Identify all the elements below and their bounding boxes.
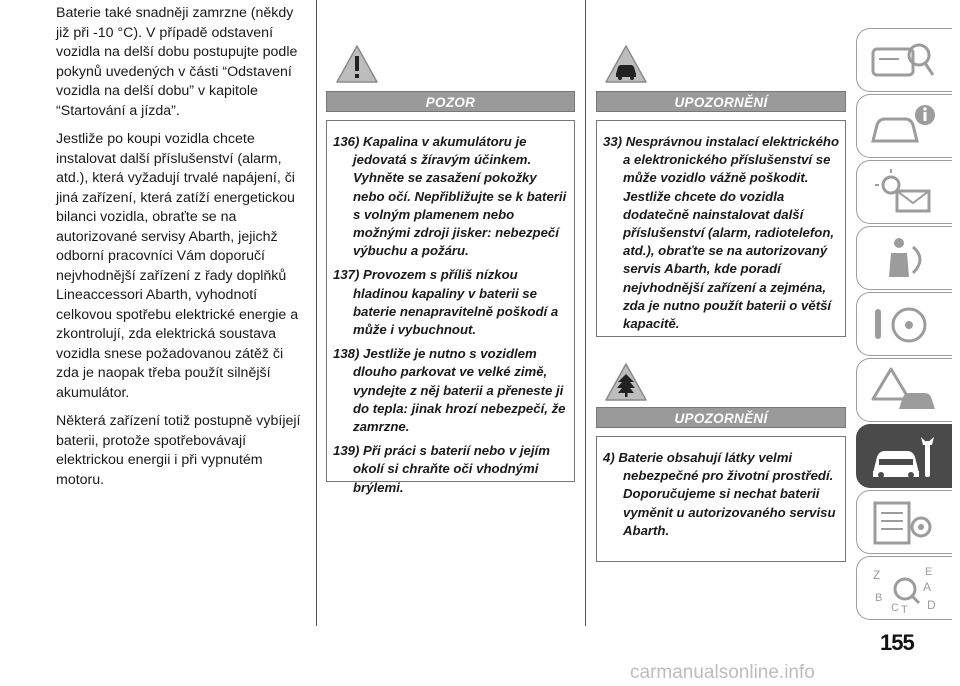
upozorneni-banner-1: UPOZORNĚNÍ	[596, 91, 846, 112]
index-letters-icon	[869, 563, 939, 615]
warning-item: 139) Při práci s baterií nebo v jejím okolí si chraňte oči vhodnými brýlemi.	[333, 443, 550, 495]
steering-key-icon	[869, 299, 939, 351]
specs-list-icon	[869, 497, 939, 549]
paragraph-freezing: Baterie také snadněji zamrzne (někdy již při -10 °C). V případě odstavení vozidla na delší dobu postupujte podle pokynů uvedených v části “Odstavení vozidla na delší dobu” v kapitole “Startování a jízda”.	[56, 5, 298, 119]
body-text-column	[56, 4, 306, 499]
car-info-icon	[869, 101, 939, 153]
upozorneni-box-2	[596, 436, 846, 562]
dashboard-gauge-icon	[869, 35, 939, 87]
tab-emergency[interactable]	[856, 358, 952, 422]
svg-text:C: C	[891, 602, 899, 614]
tab-driving[interactable]	[856, 292, 952, 356]
svg-text:Z: Z	[873, 568, 881, 582]
tab-maintenance[interactable]	[856, 424, 952, 488]
car-wrench-icon	[869, 431, 939, 483]
notice-item: 4) Baterie obsahují látky velmi nebezpečné pro životní prostředí. Doporučujeme si nechat baterii vyměnit u autorizovaného servisu Abarth.	[603, 450, 836, 538]
page-number: 155	[880, 630, 914, 655]
tab-lights[interactable]	[856, 160, 952, 224]
upozorneni-banner-2: UPOZORNĚNÍ	[596, 407, 846, 428]
car-warning-icon	[604, 44, 648, 84]
tab-dashboard[interactable]	[856, 28, 952, 92]
svg-text:E: E	[925, 566, 933, 578]
svg-text:A: A	[923, 580, 932, 594]
column-divider-1	[316, 0, 317, 626]
seatbelt-airbag-icon	[869, 233, 939, 285]
tab-car-info[interactable]	[856, 94, 952, 158]
notice-item: 33) Nesprávnou instalací elektrického a elektronického příslušenství se může vozidlo vážně poškodit. Jestliže chcete do vozidla dodatečně nainstalovat další příslušenství (alarm, radiotelefon, atd.), obraťte se na autorizovaný servis Abarth, kde poradí nejvhodnější zařízení a zejména, zda je nutno použít baterii o větší kapacitě.	[603, 134, 840, 332]
svg-text:B: B	[875, 592, 883, 604]
column-divider-2	[585, 0, 586, 626]
tab-index[interactable]	[856, 556, 952, 620]
tab-specs[interactable]	[856, 490, 952, 554]
warning-car-icon	[869, 365, 939, 417]
pozor-banner: POZOR	[326, 91, 575, 112]
svg-text:D: D	[927, 598, 936, 612]
tab-safety[interactable]	[856, 226, 952, 290]
upozorneni-box-1	[596, 120, 846, 337]
watermark: carmanualsonline.info	[630, 662, 815, 683]
warning-item: 137) Provozem s příliš nízkou hladinou kapaliny v baterii se baterie nenapravitelně poškodí a může i vybuchnout.	[333, 267, 559, 338]
paragraph-accessories: Jestliže po koupi vozidla chcete instalovat další příslušenství (alarm, atd.), která vyžadují trvalé napájení, či jiná zařízení, která zatíží energetickou bilanci vozidla, obraťte se na autorizované servisy Abarth, jejichž odborní pracovníci Vám doporučí nejvhodnější zařízení z řady doplňků Lineaccessori Abarth, vyhodnotí celkovou spotřebu elektrické energie a zkontrolují, zda elektrická soustava vozidla snese požadovanou zátěž či zda je naopak třeba použít silnější akumulátor.	[56, 131, 299, 401]
exclamation-warning-icon	[335, 44, 379, 84]
lights-envelope-icon	[869, 167, 939, 219]
svg-text:T: T	[901, 604, 908, 615]
warning-item: 138) Jestliže je nutno s vozidlem dlouho parkovat ve velké zimě, vyndejte z něj baterii a přeneste ji do tepla: jinak hrozí nebezpečí, že zamrzne.	[333, 346, 566, 435]
pozor-box	[326, 120, 575, 495]
paragraph-drain: Některá zařízení totiž postupně vybíjejí baterii, protože spotřebovávají elektrickou energii i při vypnutém motoru.	[56, 413, 301, 488]
warning-item: 136) Kapalina v akumulátoru je jedovatá s žíravým účinkem. Vyhněte se zasažení pokožky nebo očí. Nepřibližujte se k baterii s volným plamenem nebo možnými zdroji jisker: nebezpečí výbuchu a požáru.	[333, 134, 567, 259]
tree-environment-icon	[604, 362, 648, 402]
